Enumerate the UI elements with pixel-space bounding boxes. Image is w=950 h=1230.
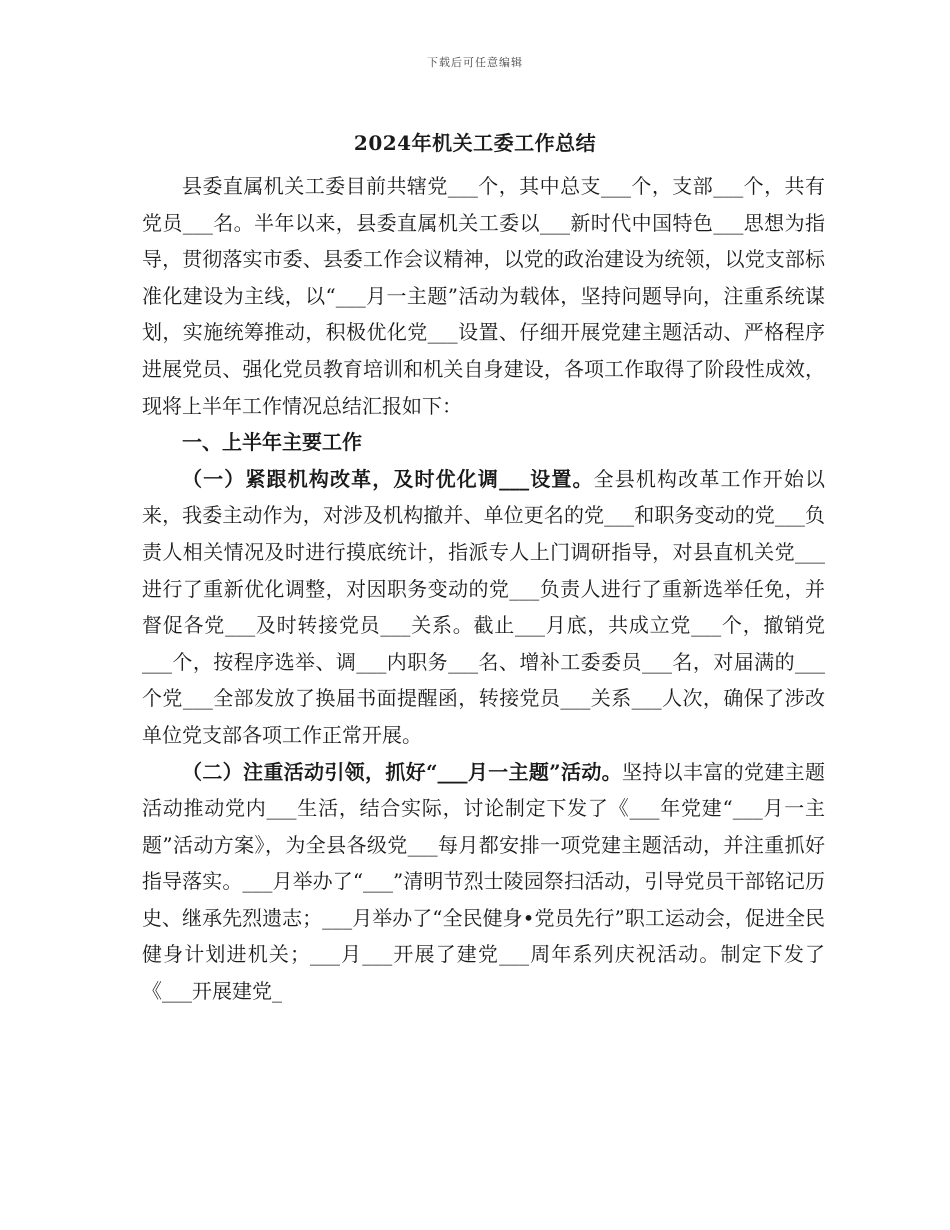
- intro-paragraph: 县委直属机关工委目前共辖党___个，其中总支___个，支部___个，共有党员___名。半年以来，县委直属机关工委以___新时代中国特色___思想为指导，贯彻落实市委、县委工作会议精神，以党的政治建设为统领，以党支部标准化建设为主线，以“___月一主题”活动为载体，坚持问题导向，注重系统谋划，实施统筹推动，积极优化党___设置、仔细开展党建主题活动、严格程序进展党员、强化党员教育培训和机关自身建设，各项工作取得了阶段性成效，现将上半年工作情况总结汇报如下：: [142, 174, 825, 418]
- subsection-1-paragraph: [142, 461, 825, 754]
- section-heading: 一、上半年主要工作: [182, 430, 362, 455]
- subsection-1-text: 全县机构改革工作开始以来，我委主动作为，对涉及机构撤并、单位更名的党___和职务变动的党___负责人相关情况及时进行摸底统计，指派专人上门调研指导，对县直机关党___进行了重新优化调整，对因职务变动的党___负责人进行了重新选举任免，并督促各党___及时转接党员___关系。截止___月底，共成立党___个，撤销党___个，按程序选举、调___内职务___名、增补工委委员___名，对届满的___个党___全部发放了换届书面提醒函，转接党员___关系___人次，确保了涉改单位党支部各项工作正常开展。: [142, 466, 826, 747]
- page-header-note: 下载后可任意编辑: [427, 56, 523, 69]
- document-body: [142, 168, 825, 1010]
- subsection-2-paragraph: [142, 754, 825, 1010]
- subsection-1-heading: （一）紧跟机构改革，及时优化调___设置。: [182, 466, 594, 491]
- subsection-2-text: 坚持以丰富的党建主题活动推动党内___生活，结合实际，讨论制定下发了《___年党建“___月一主题”活动方案》，为全县各级党___每月都安排一项党建主题活动，并注重抓好指导落实。___月举办了“___”清明节烈士陵园祭扫活动，引导党员干部铭记历史、继承先烈遗志；___月举办了“全民健身•党员先行”职工运动会，促进全民健身计划进机关；___月___开展了建党___周年系列庆祝活动。制定下发了《___开展建党_: [142, 759, 825, 1004]
- document-title: 2024年机关工委工作总结: [353, 131, 597, 155]
- subsection-2-heading: （二）注重活动引领，抓好“___月一主题”活动。: [182, 759, 622, 784]
